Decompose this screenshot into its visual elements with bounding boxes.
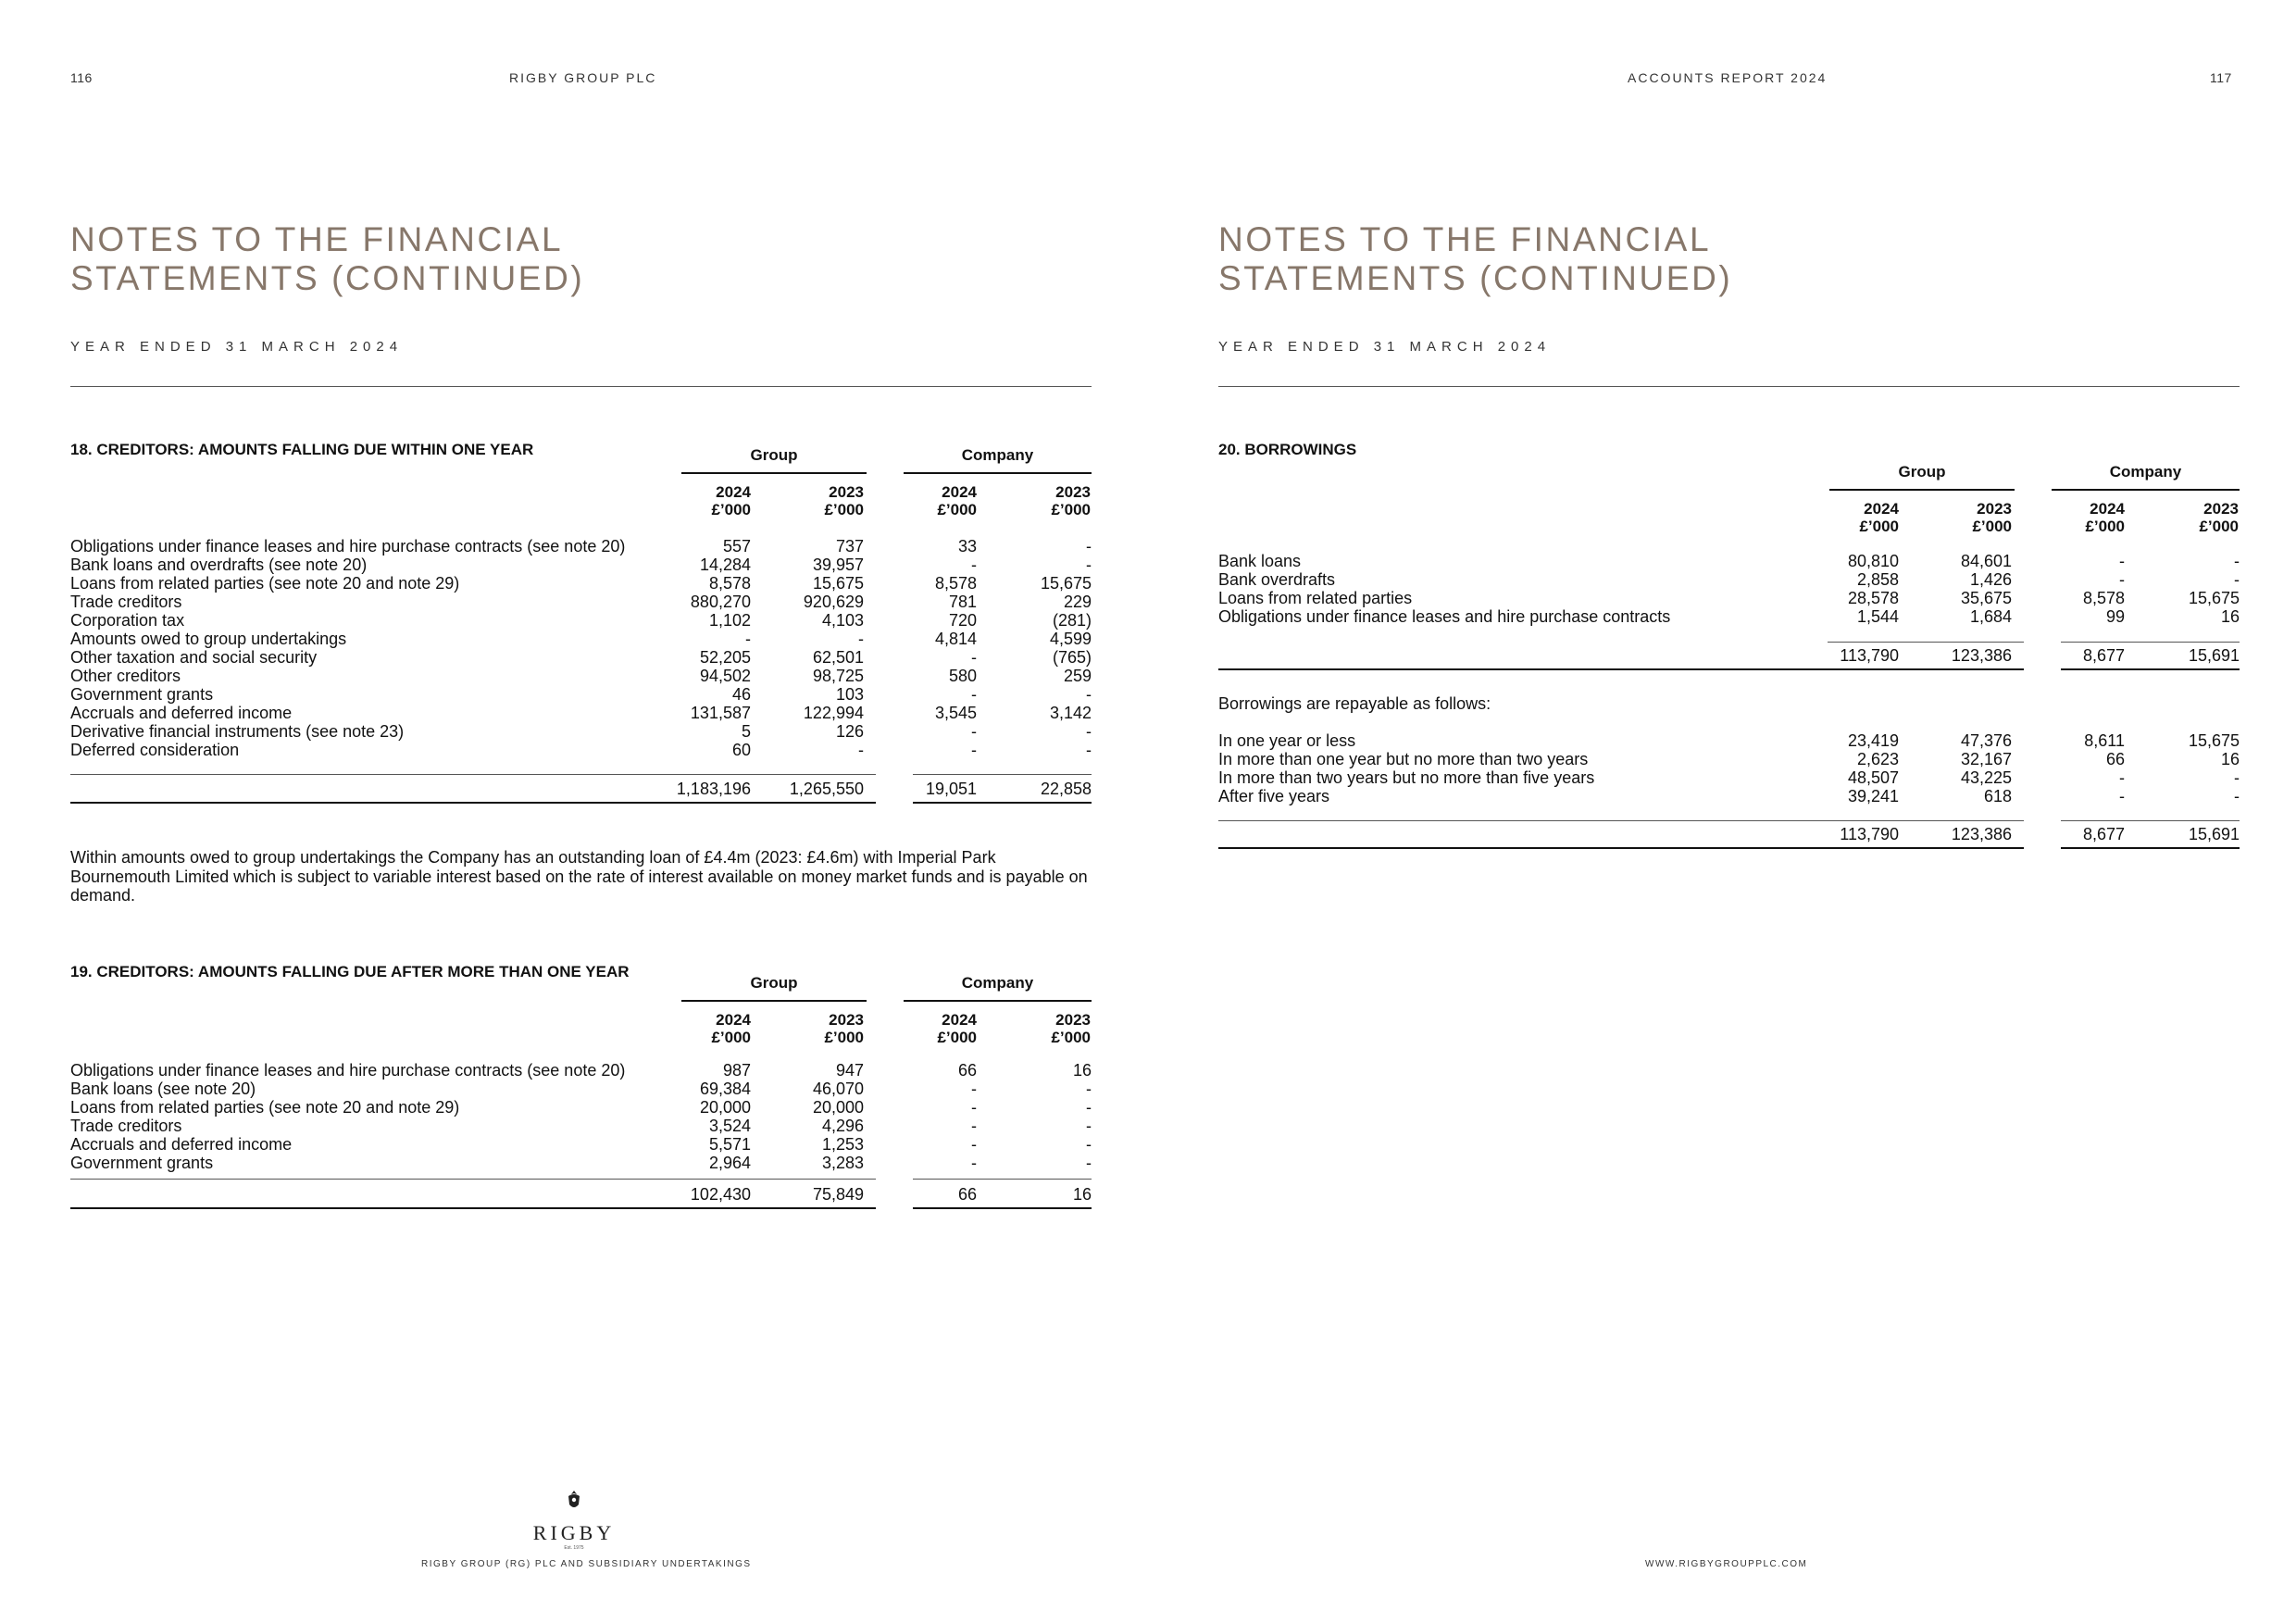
page-number: 116 xyxy=(70,70,93,85)
page-subtitle: YEAR ENDED 31 MARCH 2024 xyxy=(1218,339,1552,355)
cell-c23: 3,142 xyxy=(1049,704,1092,722)
cell-c24: - xyxy=(971,1154,977,1172)
cell-c24: 3,545 xyxy=(934,704,977,722)
cell-g24: 1,544 xyxy=(1856,607,1899,626)
title-line-2: STATEMENTS (CONTINUED) xyxy=(1218,259,1733,297)
cell-g24: 60 xyxy=(731,741,751,759)
cell-c24: 8,578 xyxy=(934,574,977,593)
cell-c23: 15,675 xyxy=(1040,574,1092,593)
cell-c24: - xyxy=(971,722,977,741)
col-company-2023: 2023 £’000 xyxy=(1051,483,1091,518)
row-label: Trade creditors xyxy=(70,593,182,611)
table-row xyxy=(1218,787,2240,805)
cell-c24: 99 xyxy=(2105,607,2125,626)
col-group-2024: 2024 £’000 xyxy=(711,1011,751,1046)
row-label: Bank loans and overdrafts (see note 20) xyxy=(70,556,368,574)
cell-g23: 3,283 xyxy=(821,1154,864,1172)
row-label: Obligations under finance leases and hire purchase contracts (see note 20) xyxy=(70,1061,626,1080)
cell-g24: 5 xyxy=(741,722,751,741)
table-row xyxy=(70,611,1092,630)
cell-g24: 52,205 xyxy=(699,648,751,667)
cell-g23: 122,994 xyxy=(803,704,864,722)
cell-c24: 781 xyxy=(948,593,977,611)
row-label: In more than two years but no more than five years xyxy=(1218,768,1595,787)
cell-c23: 16 xyxy=(2220,607,2240,626)
cell-c24: 580 xyxy=(948,667,977,685)
row-label: Other taxation and social security xyxy=(70,648,318,667)
cell-g24: 2,858 xyxy=(1856,570,1899,589)
cell-g24: 1,102 xyxy=(708,611,751,630)
cell-g23: - xyxy=(858,630,864,648)
logo-est: Est. 1975 xyxy=(564,1545,584,1551)
cell-c23: - xyxy=(1086,741,1092,759)
table-row xyxy=(70,704,1092,722)
cell-c23: 15,675 xyxy=(2188,731,2240,750)
cell-c23: - xyxy=(1086,685,1092,704)
table-row xyxy=(70,722,1092,741)
cell-c24: - xyxy=(971,556,977,574)
cell-g24: 28,578 xyxy=(1847,589,1899,607)
cell-c24: - xyxy=(971,648,977,667)
table-row xyxy=(70,1061,1092,1080)
row-label: In one year or less xyxy=(1218,731,1356,750)
row-label: Derivative financial instruments (see note 23) xyxy=(70,722,405,741)
group-header: Group xyxy=(750,446,798,464)
table-row xyxy=(70,667,1092,685)
cell-g24: - xyxy=(745,630,751,648)
row-label: Trade creditors xyxy=(70,1117,182,1135)
cell-g23: 32,167 xyxy=(1960,750,2012,768)
cell-c23: - xyxy=(1086,556,1092,574)
total-rule-bottom xyxy=(70,802,876,804)
total-rule-top xyxy=(2061,820,2240,821)
total-rule-top xyxy=(1218,820,2024,821)
row-label: Loans from related parties (see note 20 and note 29) xyxy=(70,574,460,593)
group-underline xyxy=(681,1000,867,1002)
col-company-2023: 2023 £’000 xyxy=(1051,1011,1091,1046)
cell-g24: 8,578 xyxy=(708,574,751,593)
cell-c23: 16 xyxy=(2220,750,2240,768)
table-row xyxy=(70,1154,1092,1172)
rigby-logo xyxy=(0,1489,1148,1551)
total-rule-bottom xyxy=(70,1207,876,1209)
group-underline xyxy=(1829,489,2015,491)
note-20-table xyxy=(1218,454,2240,852)
cell-c24: 4,814 xyxy=(934,630,977,648)
cell-c24: 8,578 xyxy=(2082,589,2125,607)
logo-wordmark: RIGBY xyxy=(532,1521,616,1544)
cell-g23: 920,629 xyxy=(803,593,864,611)
cell-g23: 84,601 xyxy=(1960,552,2012,570)
cell-c23: (281) xyxy=(1052,611,1092,630)
col-company-2023: 2023 £’000 xyxy=(2199,500,2239,535)
row-label: Loans from related parties xyxy=(1218,589,1413,607)
row-label: Deferred consideration xyxy=(70,741,240,759)
cell-g23: 4,103 xyxy=(821,611,864,630)
table-row xyxy=(70,741,1092,759)
title-line-2: STATEMENTS (CONTINUED) xyxy=(70,259,585,297)
col-company-2024: 2024 £’000 xyxy=(937,1011,977,1046)
total-rule-top xyxy=(913,1179,1092,1180)
total-rule-top xyxy=(1828,642,2024,643)
cell-g23: 15,675 xyxy=(812,574,864,593)
company-underline xyxy=(904,1000,1092,1002)
cell-c24: 66 xyxy=(2105,750,2125,768)
cell-c24: 66 xyxy=(957,1061,977,1080)
page-subtitle: YEAR ENDED 31 MARCH 2024 xyxy=(70,339,404,355)
company-header: Company xyxy=(961,446,1034,464)
cell-c24: 8,611 xyxy=(2084,731,2125,750)
total-rule-top xyxy=(913,774,1092,775)
row-label: Obligations under finance leases and hire purchase contracts xyxy=(1218,607,1671,626)
cell-g23: 103 xyxy=(835,685,864,704)
row-label: Accruals and deferred income xyxy=(70,1135,293,1154)
cell-g24: 2,623 xyxy=(1856,750,1899,768)
table-row xyxy=(70,648,1092,667)
cell-c23: - xyxy=(1086,1098,1092,1117)
total-rule-top xyxy=(70,1179,876,1180)
company-underline xyxy=(2052,489,2240,491)
cell-g23: 737 xyxy=(835,537,864,556)
total-rule-bottom xyxy=(2061,668,2240,670)
cell-g23: 98,725 xyxy=(812,667,864,685)
cell-g23: 126 xyxy=(835,722,864,741)
col-group-2024: 2024 £’000 xyxy=(711,483,751,518)
row-label: In more than one year but no more than two years xyxy=(1218,750,1589,768)
cell-c24: - xyxy=(971,1098,977,1117)
cell-g23: 618 xyxy=(1983,787,2012,805)
table-row xyxy=(1218,731,2240,750)
cell-g24: 20,000 xyxy=(699,1098,751,1117)
table-row xyxy=(70,1080,1092,1098)
cell-c24: - xyxy=(2119,570,2125,589)
company-header: Company xyxy=(2109,463,2182,481)
cell-g23: 947 xyxy=(835,1061,864,1080)
cell-c23: 15,675 xyxy=(2188,589,2240,607)
row-label: Loans from related parties (see note 20 and note 29) xyxy=(70,1098,460,1117)
row-label: Bank loans xyxy=(1218,552,1302,570)
row-label: Amounts owed to group undertakings xyxy=(70,630,347,648)
right-page xyxy=(1148,0,2296,1623)
cell-c23: 259 xyxy=(1063,667,1092,685)
cell-g23: 4,296 xyxy=(821,1117,864,1135)
page-number: 117 xyxy=(2210,70,2232,85)
cell-g24: 48,507 xyxy=(1847,768,1899,787)
note-18-title: 18. CREDITORS: AMOUNTS FALLING DUE WITHIN ONE YEAR xyxy=(70,441,534,458)
total-rule-bottom xyxy=(1218,668,2024,670)
col-company-2024: 2024 £’000 xyxy=(2085,500,2125,535)
total-rule-bottom xyxy=(1218,847,2024,849)
cell-g24: 2,964 xyxy=(708,1154,751,1172)
cell-g23: 1,426 xyxy=(1969,570,2012,589)
table-row xyxy=(1218,552,2240,570)
total-rule-bottom xyxy=(913,1207,1092,1209)
footer-text: WWW.RIGBYGROUPPLC.COM xyxy=(1645,1559,1808,1569)
cell-c24: 33 xyxy=(957,537,977,556)
note-18-paragraph: Within amounts owed to group undertakings the Company has an outstanding loan of £4.4m (2023: £4.6m) with Imperial Park Bournemouth Limited which is subject to variable interest based on the rate of interest available on money market funds and is payable on demand. xyxy=(70,848,1088,905)
total-rule-top xyxy=(70,774,876,775)
cell-g23: 62,501 xyxy=(812,648,864,667)
cell-g23: 20,000 xyxy=(812,1098,864,1117)
cell-c23: - xyxy=(1086,537,1092,556)
cell-c24: - xyxy=(971,685,977,704)
header-divider xyxy=(70,386,1092,387)
cell-c23: 4,599 xyxy=(1049,630,1092,648)
group-header: Group xyxy=(1898,463,1946,481)
company-header: Company xyxy=(961,974,1034,992)
cell-c24: - xyxy=(971,1135,977,1154)
cell-g24: 5,571 xyxy=(708,1135,751,1154)
group-underline xyxy=(681,472,867,474)
group-header: Group xyxy=(750,974,798,992)
col-group-2023: 2023 £’000 xyxy=(1972,500,2012,535)
cell-g23: 39,957 xyxy=(812,556,864,574)
cell-c23: - xyxy=(1086,1117,1092,1135)
table-row xyxy=(70,685,1092,704)
cell-c24: - xyxy=(2119,552,2125,570)
cell-c23: - xyxy=(1086,722,1092,741)
row-label: Bank loans (see note 20) xyxy=(70,1080,256,1098)
row-label: Bank overdrafts xyxy=(1218,570,1336,589)
running-header: RIGBY GROUP PLC xyxy=(509,70,657,85)
cell-c24: - xyxy=(2119,787,2125,805)
cell-c23: - xyxy=(1086,1135,1092,1154)
cell-g24: 69,384 xyxy=(699,1080,751,1098)
cell-g24: 80,810 xyxy=(1847,552,1899,570)
table-row xyxy=(70,537,1092,556)
company-underline xyxy=(904,472,1092,474)
row-label: Accruals and deferred income xyxy=(70,704,293,722)
title-line-1: NOTES TO THE FINANCIAL xyxy=(70,220,564,258)
total-rule-bottom xyxy=(913,802,1092,804)
cell-g24: 557 xyxy=(722,537,751,556)
row-label: After five years xyxy=(1218,787,1330,805)
title-line-1: NOTES TO THE FINANCIAL xyxy=(1218,220,1712,258)
note-18-total: 1,183,196 1,265,550 19,051 22,858 xyxy=(676,780,1092,798)
cell-g24: 23,419 xyxy=(1847,731,1899,750)
table-row xyxy=(70,1117,1092,1135)
col-group-2023: 2023 £’000 xyxy=(824,483,864,518)
col-group-2023: 2023 £’000 xyxy=(824,1011,864,1046)
table-row xyxy=(70,593,1092,611)
note-19-total: 102,430 75,849 66 16 xyxy=(690,1185,1092,1204)
total-rule-bottom xyxy=(2061,847,2240,849)
table-row xyxy=(70,574,1092,593)
cell-g23: 47,376 xyxy=(1960,731,2012,750)
table-row xyxy=(1218,570,2240,589)
row-label: Corporation tax xyxy=(70,611,185,630)
note-20-total: 113,790 123,386 8,677 15,691 xyxy=(1840,646,2240,665)
row-label: Other creditors xyxy=(70,667,181,685)
table-row xyxy=(1218,768,2240,787)
cell-c23: (765) xyxy=(1052,648,1092,667)
cell-c23: - xyxy=(2234,787,2240,805)
cell-c23: - xyxy=(1086,1154,1092,1172)
footer-text: RIGBY GROUP (RG) PLC AND SUBSIDIARY UNDERTAKINGS xyxy=(421,1559,752,1569)
row-label: Obligations under finance leases and hire purchase contracts (see note 20) xyxy=(70,537,626,556)
cell-g24: 14,284 xyxy=(699,556,751,574)
repayment-total: 113,790 123,386 8,677 15,691 xyxy=(1840,825,2240,843)
table-row xyxy=(1218,750,2240,768)
cell-g24: 3,524 xyxy=(708,1117,751,1135)
table-row xyxy=(70,1135,1092,1154)
repayable-heading: Borrowings are repayable as follows: xyxy=(1218,694,1491,713)
col-group-2024: 2024 £’000 xyxy=(1859,500,1899,535)
cell-c23: 16 xyxy=(1072,1061,1092,1080)
note-20-title: 20. BORROWINGS xyxy=(1218,441,1357,458)
col-company-2024: 2024 £’000 xyxy=(937,483,977,518)
cell-c23: - xyxy=(2234,768,2240,787)
table-row xyxy=(70,1098,1092,1117)
total-rule-top xyxy=(2061,642,2240,643)
cell-g24: 39,241 xyxy=(1847,787,1899,805)
cell-c24: - xyxy=(2119,768,2125,787)
table-row xyxy=(1218,607,2240,626)
cell-g24: 987 xyxy=(722,1061,751,1080)
cell-g24: 94,502 xyxy=(699,667,751,685)
cell-c24: - xyxy=(971,1080,977,1098)
cell-g24: 46 xyxy=(731,685,751,704)
table-row xyxy=(1218,589,2240,607)
cell-c24: - xyxy=(971,741,977,759)
running-header: ACCOUNTS REPORT 2024 xyxy=(1628,70,1828,85)
cell-c23: - xyxy=(2234,552,2240,570)
cell-g24: 880,270 xyxy=(690,593,751,611)
note-19-title: 19. CREDITORS: AMOUNTS FALLING DUE AFTER MORE THAN ONE YEAR xyxy=(70,963,630,980)
cell-c23: - xyxy=(1086,1080,1092,1098)
table-row xyxy=(70,630,1092,648)
cell-c23: - xyxy=(2234,570,2240,589)
cell-c24: - xyxy=(971,1117,977,1135)
cell-g23: 1,684 xyxy=(1969,607,2012,626)
cell-g23: 43,225 xyxy=(1960,768,2012,787)
header-divider xyxy=(1218,386,2240,387)
cell-g23: - xyxy=(858,741,864,759)
row-label: Government grants xyxy=(70,685,214,704)
table-row xyxy=(70,556,1092,574)
row-label: Government grants xyxy=(70,1154,214,1172)
cell-g24: 131,587 xyxy=(690,704,751,722)
cell-g23: 1,253 xyxy=(821,1135,864,1154)
page-title xyxy=(1218,220,1732,298)
cell-g23: 46,070 xyxy=(812,1080,864,1098)
crest-icon xyxy=(562,1489,586,1513)
cell-c23: 229 xyxy=(1063,593,1092,611)
note-19-table xyxy=(70,963,1092,1222)
cell-c24: 720 xyxy=(948,611,977,630)
note-18-table xyxy=(70,435,1092,805)
page-title xyxy=(70,220,584,298)
cell-g23: 35,675 xyxy=(1960,589,2012,607)
